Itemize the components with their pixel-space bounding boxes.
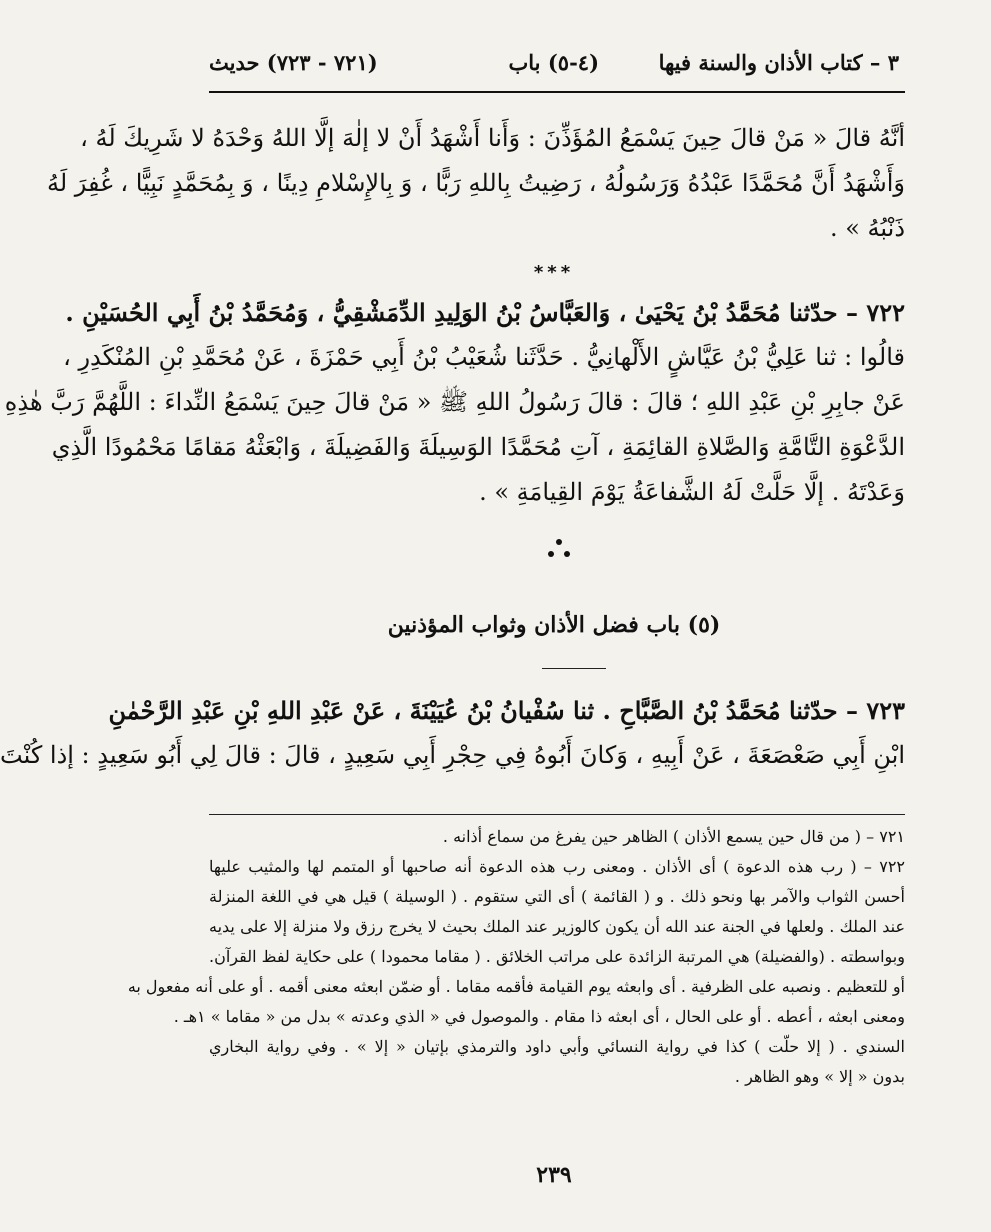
hadith-722 <box>4 290 905 515</box>
footnote-line: وبواسطته . (والفضيلة) هي المرتبة الزائدة على مراتب الخلائق . ( مقاما محمودا ) على حكاية لفظ القرآن. <box>209 947 905 966</box>
footnote-line: أحسن الثواب والآمر بها ونحو ذلك . و ( القائمة ) أى التي ستقوم . ( الوسيلة ) قيل هي في اللغة المنزلة <box>209 887 905 906</box>
text-line: الدَّعْوَةِ التَّامَّةِ وَالصَّلاةِ القائِمَةِ ، آتِ مُحَمَّدًا الوَسِيلَةَ وَالفَضِيلَةَ ، وَابْعَثْهُ مَقامًا مَحْمُودًا الَّذِي <box>51 433 905 461</box>
page-header <box>209 44 899 94</box>
footnotes <box>127 822 905 1092</box>
chapter-title: (٥) باب فضل الأذان وثواب المؤذنين <box>387 612 721 638</box>
text-line: أنَّهُ قالَ « مَنْ قالَ حِينَ يَسْمَعُ المُؤَذِّنَ : وَأَنا أَشْهَدُ أَنْ لا إلٰهَ إلَّا اللهُ وَحْدَهُ لا شَرِيكَ لَهُ ، <box>80 124 905 152</box>
header-divider <box>209 91 905 93</box>
header-hadith-range: (٧٢١ - ٧٢٣) حديث <box>209 50 378 75</box>
chapter-title-divider <box>542 668 606 669</box>
hadith-723 <box>0 688 905 778</box>
text-line: ٧٢٢ – حدّثنا مُحَمَّدُ بْنُ يَحْيَىٰ ، وَالعَبَّاسُ بْنُ الوَلِيدِ الدِّمَشْقِيُّ ، وَمُحَمَّدُ بْنُ أَبِي الحُسَيْنِ . <box>65 298 905 327</box>
header-chapter: (٤-٥) باب <box>508 50 599 75</box>
footnote-line: عند الملك . ولعلها في الجنة عند الله أن يكون كالوزير عند الملك بحيث لا يخرج رزق ولا منزلة إلا على يديه <box>209 917 905 936</box>
text-line: ذَنْبُهُ » . <box>829 214 905 242</box>
text-line: عَنْ جابِرِ بْنِ عَبْدِ اللهِ ؛ قالَ : قالَ رَسُولُ اللهِ ﷺ « مَنْ قالَ حِينَ يَسْمَعُ النِّداءَ : اللَّهُمَّ رَبَّ هٰذِهِ <box>4 388 905 416</box>
text-line: ٧٢٣ – حدّثنا مُحَمَّدُ بْنُ الصَّبَّاحِ . ثنا سُفْيانُ بْنُ عُيَيْنَةَ ، عَنْ عَبْدِ اللهِ بْنِ عَبْدِ الرَّحْمٰنِ <box>108 696 905 725</box>
text-line: وَعَدْتَهُ . إلَّا حَلَّتْ لَهُ الشَّفاعَةُ يَوْمَ القِيامَةِ » . <box>479 478 905 506</box>
text-line: ابْنِ أَبِي صَعْصَعَةَ ، عَنْ أَبِيهِ ، وَكانَ أَبُوهُ فِي حِجْرِ أَبِي سَعِيدٍ ، قالَ : قالَ لِي أَبُو سَعِيدٍ : إذا كُنْتَ <box>0 741 905 769</box>
footnote-line: ٧٢٢ – ( رب هذه الدعوة ) أى الأذان . ومعنى رب هذه الدعوة أنه صاحبها أو المتمم لها والمثيب عليها <box>209 857 905 876</box>
page-number: ٢٣٩ <box>536 1162 572 1188</box>
footnote-line: ٧٢١ – ( من قال حين يسمع الأذان ) الظاهر حين يفرغ من سماع أذانه . <box>442 827 905 846</box>
ornament-dots <box>544 537 574 567</box>
text-line: قالُوا : ثنا عَلِيُّ بْنُ عَيَّاشٍ الأَلْهانِيُّ . حَدَّثَنا شُعَيْبُ بْنُ أَبِي حَمْزَةَ ، عَنْ مُحَمَّدِ بْنِ المُنْكَدِرِ ، <box>63 343 905 371</box>
hadith-721-continuation <box>47 116 905 251</box>
footnote-line: أو للتعظيم . ونصبه على الظرفية . أى وابعثه يوم القيامة فأقمه مقاما . أو ضمّن ابعثه معنى أقمه . أو على أنه مفعول به <box>127 977 905 996</box>
header-book-title: ٣ – كتاب الأذان والسنة فيها <box>658 50 899 75</box>
section-separator-stars: *** <box>533 262 575 283</box>
footnote-line: السندي . ( إلا حلّت ) كذا في رواية النسائي وأبي داود والترمذي بإتيان « إلا » . وفي رواية البخاري <box>209 1037 905 1056</box>
footnote-divider <box>209 814 905 815</box>
text-line: وَأَشْهَدُ أَنَّ مُحَمَّدًا عَبْدُهُ وَرَسُولُهُ ، رَضِيتُ بِاللهِ رَبًّا ، وَ بِالإِسْلامِ دِينًا ، وَ بِمُحَمَّدٍ نَبِيًّا ، غُفِرَ لَهُ <box>47 169 905 197</box>
footnote-line: ومعنى ابعثه ، أعطه . أو على الحال ، أى ابعثه ذا مقام . والموصول في « الذي وعدته » بدل من « مقاما » ١هـ . <box>173 1007 905 1026</box>
footnote-line: بدون « إلا » وهو الظاهر . <box>734 1067 905 1086</box>
